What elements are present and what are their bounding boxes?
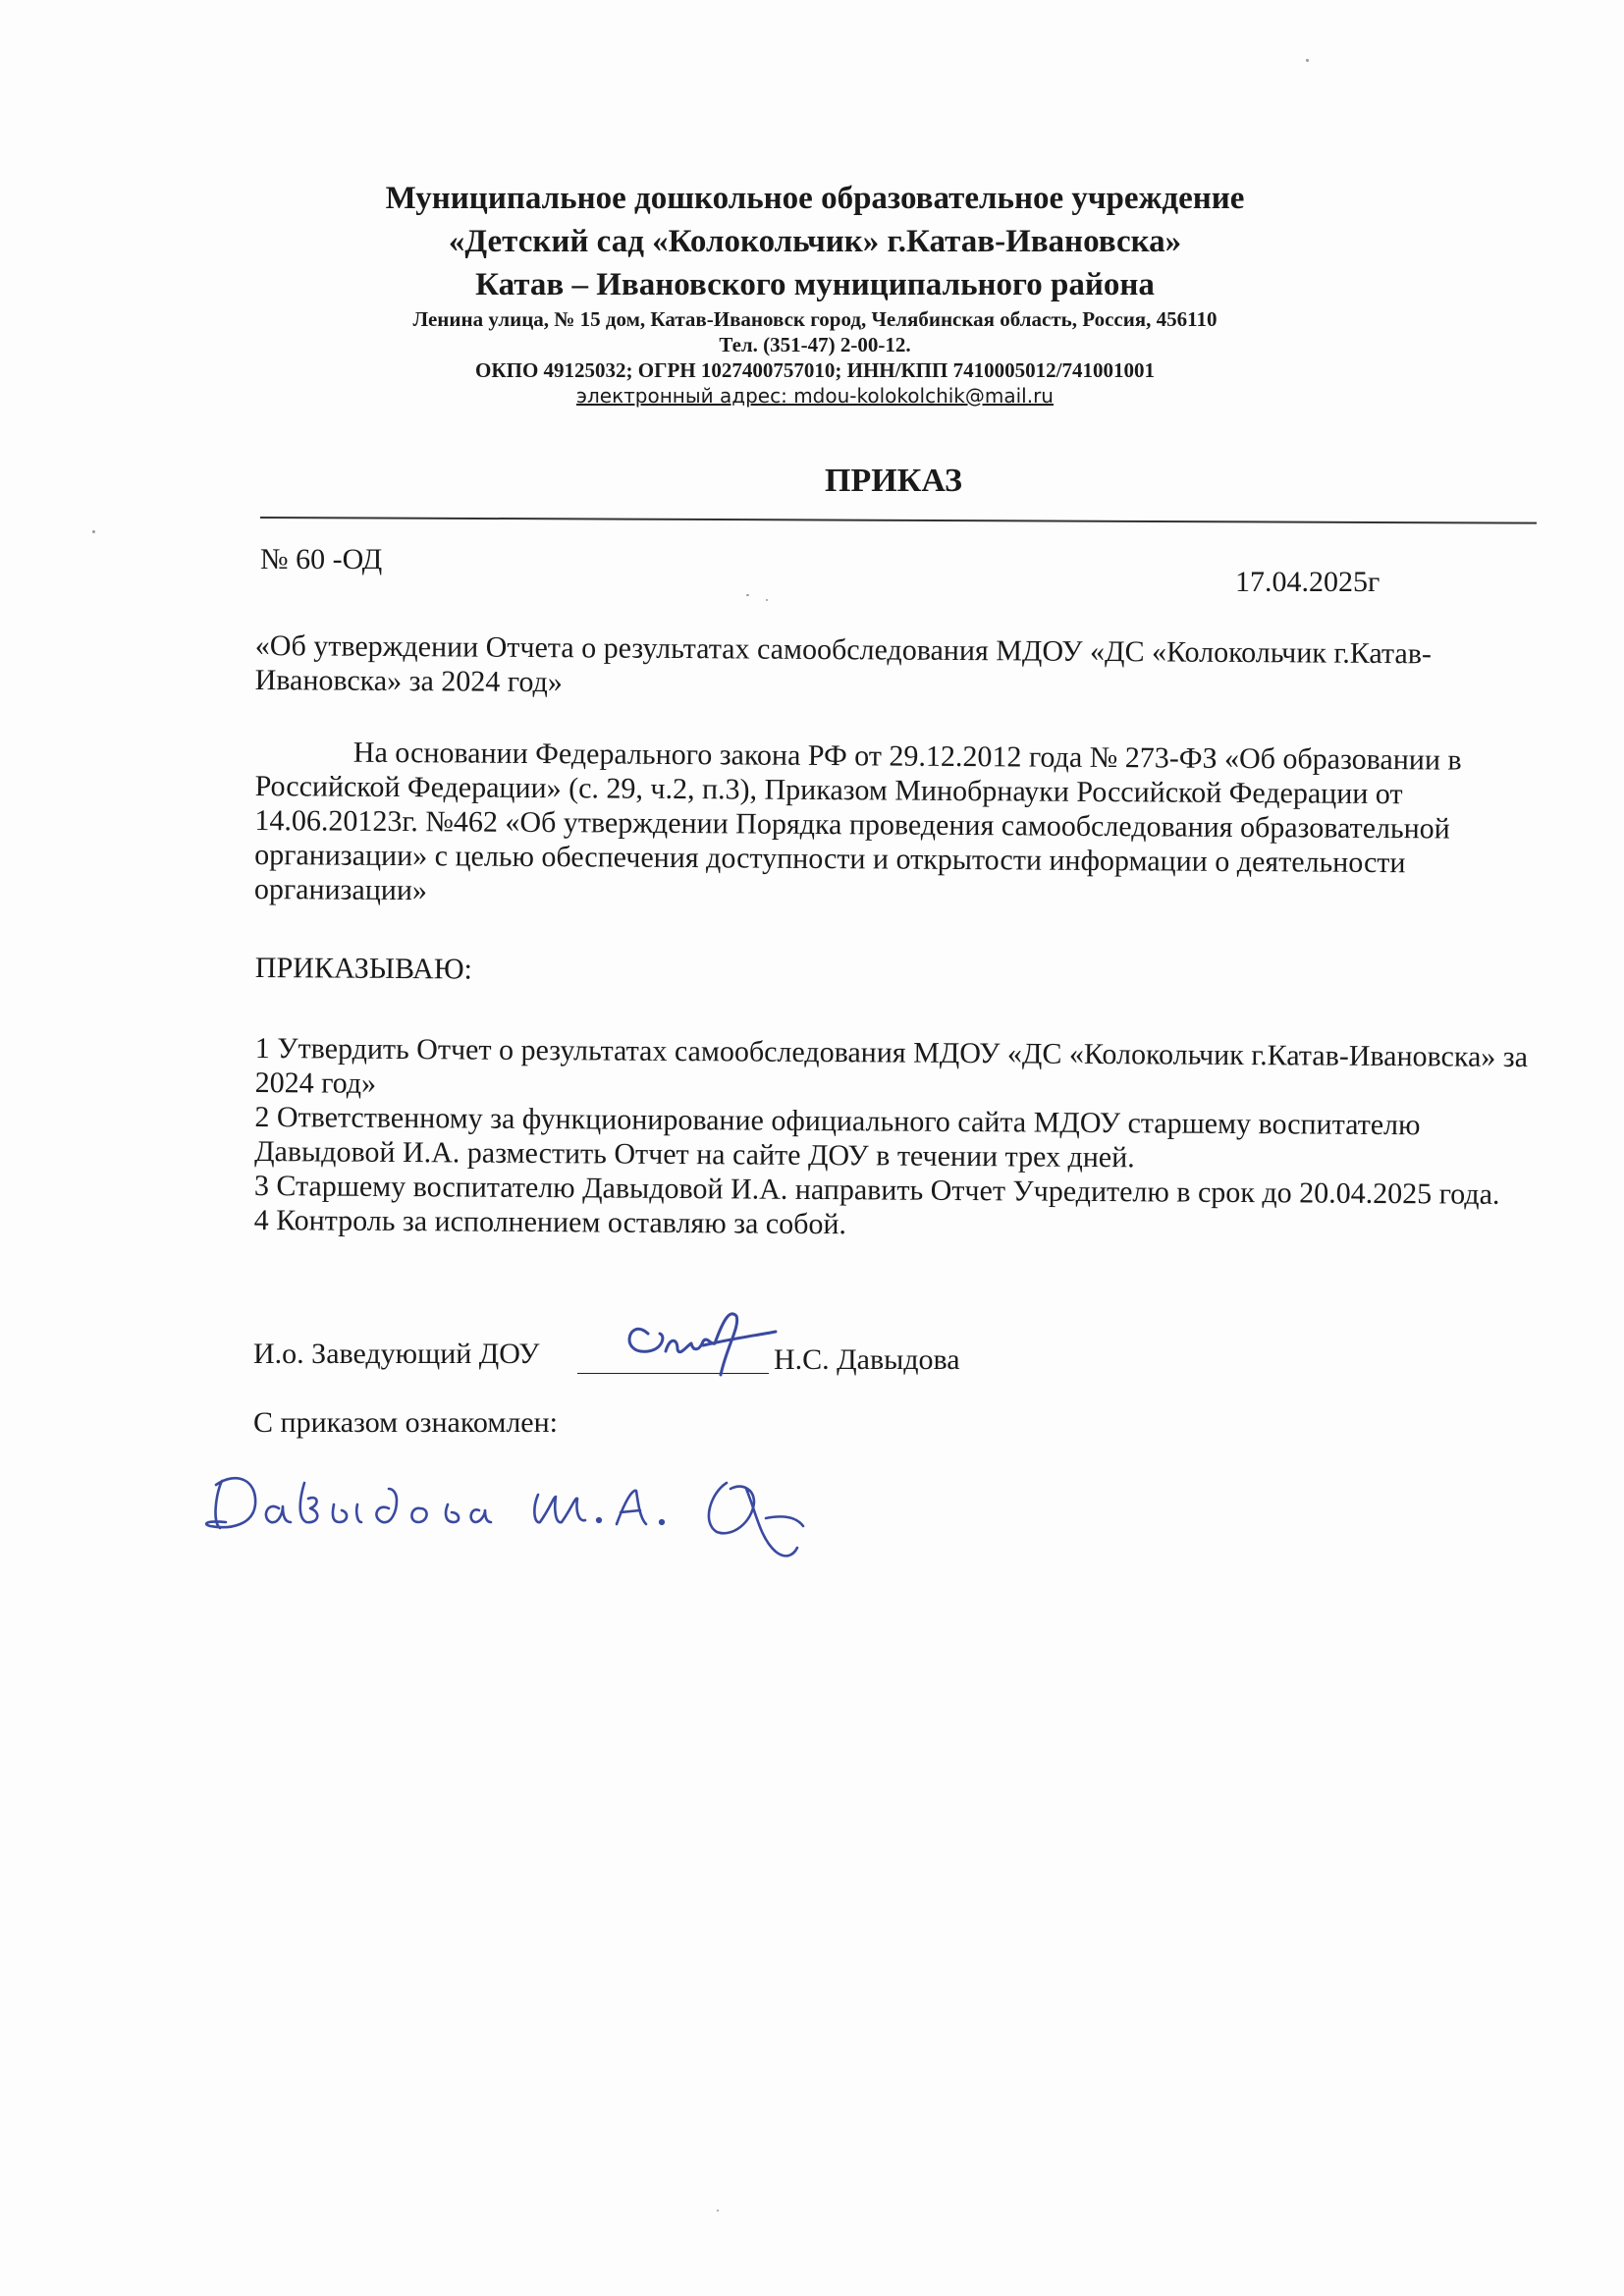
order-directive: ПРИКАЗЫВАЮ: bbox=[254, 952, 473, 986]
order-date: 17.04.2025г bbox=[1235, 566, 1380, 598]
order-basis: На основании Федерального закона РФ от 29.12.2012 года № 273-ФЗ «Об образовании в Российской Федерации» (с. 29, ч.2, п.3), Приказом Минобрнауки Российской Федерации от 14.06.20123г. №462 «Об утверждении Порядка проведения самообследования образовательной организации» с целью обеспечения доступности и открытости информации о деятельности организации» bbox=[253, 736, 1462, 907]
order-item: 3 Старшему воспитателю Давыдовой И.А. направить Отчет Учредителю в срок до 20.04.2025 года. bbox=[253, 1169, 1500, 1211]
letterhead bbox=[255, 177, 1375, 409]
org-address: Ленина улица, № 15 дом, Катав-Ивановск город, Челябинская область, Россия, 456110 bbox=[412, 307, 1218, 331]
org-codes: ОКПО 49125032; ОГРН 1027400757010; ИНН/КПП 7410005012/741001001 bbox=[475, 358, 1155, 382]
scan-speck bbox=[746, 594, 749, 596]
document-title: ПРИКАЗ bbox=[825, 463, 962, 499]
org-phone: Тел. (351-47) 2-00-12. bbox=[719, 333, 911, 356]
scan-speck bbox=[92, 530, 95, 533]
order-item: 4 Контроль за исполнением оставляю за собой. bbox=[253, 1203, 847, 1241]
order-number: № 60 -ОД bbox=[260, 543, 383, 575]
org-name-line1: Муниципальное дошкольное образовательное учреждение bbox=[385, 181, 1245, 216]
director-signature bbox=[609, 1286, 785, 1394]
signatory-name: Н.С. Давыдова bbox=[774, 1343, 960, 1376]
org-name-line2: «Детский сад «Колокольчик» г.Катав-Ивановска» bbox=[448, 224, 1182, 259]
org-name-line3: Катав – Ивановского муниципального района bbox=[475, 267, 1155, 302]
order-item: 2 Ответственному за функционирование официального сайта МДОУ старшему воспитателю Давыдовой И.А. разместить Отчет на сайте ДОУ в течении трех дней. bbox=[254, 1100, 1421, 1175]
signatory-role: И.о. Заведующий ДОУ bbox=[253, 1338, 540, 1370]
scan-speck bbox=[766, 599, 768, 601]
order-subject: «Об утверждении Отчета о результатах самообследования МДОУ «ДС «Колокольчик г.Катав-Ивановска» за 2024 год» bbox=[254, 629, 1433, 699]
scan-speck bbox=[717, 2210, 719, 2212]
order-item: 1 Утвердить Отчет о результатах самообследования МДОУ «ДС «Колокольчик г.Катав-Ивановска» за 2024 год» bbox=[254, 1032, 1529, 1100]
order-items bbox=[254, 1031, 1532, 1246]
acquaintance-signature bbox=[196, 1453, 825, 1581]
title-divider bbox=[260, 517, 1537, 524]
acquaintance-label: С приказом ознакомлен: bbox=[253, 1406, 559, 1439]
org-email: электронный адрес: mdou-kolokolchik@mail.ru bbox=[576, 384, 1054, 408]
scan-speck bbox=[1306, 59, 1309, 62]
